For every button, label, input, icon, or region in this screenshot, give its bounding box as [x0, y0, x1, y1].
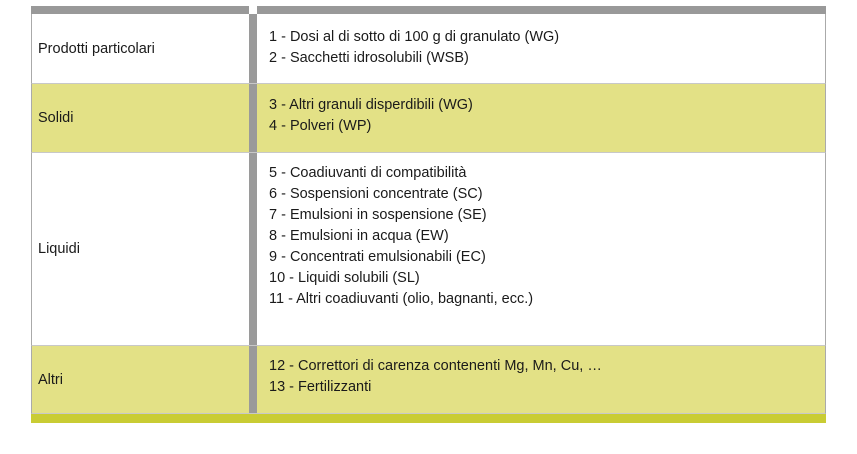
- list-item: 10 - Liquidi solubili (SL): [269, 270, 420, 286]
- list-item: 4 - Polveri (WP): [269, 118, 372, 134]
- items-cell: [257, 153, 825, 345]
- column-divider: [249, 84, 257, 152]
- formulation-table: [31, 6, 826, 423]
- table-row: [31, 14, 826, 84]
- items-cell: [257, 346, 825, 413]
- category-cell: [32, 14, 249, 83]
- list-item: 5 - Coadiuvanti di compatibilità: [269, 165, 467, 181]
- category-label: Solidi: [38, 110, 74, 126]
- list-item: 13 - Fertilizzanti: [269, 379, 372, 395]
- table-row: [31, 84, 826, 153]
- table-bottom-bar: [31, 414, 826, 423]
- category-cell: [32, 346, 249, 413]
- column-divider: [249, 153, 257, 345]
- top-bar-right-segment: [257, 6, 826, 14]
- category-cell: [32, 153, 249, 345]
- list-item: 6 - Sospensioni concentrate (SC): [269, 186, 483, 202]
- list-item: 7 - Emulsioni in sospensione (SE): [269, 207, 487, 223]
- list-item: 11 - Altri coadiuvanti (olio, bagnanti, ecc.): [269, 291, 534, 307]
- column-divider: [249, 14, 257, 83]
- table-row: [31, 346, 826, 414]
- category-label: Altri: [38, 371, 63, 388]
- column-divider: [249, 346, 257, 413]
- list-item: 9 - Concentrati emulsionabili (EC): [269, 249, 486, 265]
- category-label: Prodotti particolari: [38, 40, 155, 57]
- list-item: 12 - Correttori di carenza contenenti Mg, Mn, Cu, …: [269, 358, 602, 374]
- list-item: 3 - Altri granuli disperdibili (WG): [269, 97, 473, 113]
- list-item: 2 - Sacchetti idrosolubili (WSB): [269, 50, 469, 66]
- top-bar-gap: [249, 6, 257, 14]
- top-bar-left-segment: [31, 6, 249, 14]
- category-cell: [32, 84, 249, 152]
- table-row: [31, 153, 826, 346]
- category-label: Liquidi: [38, 241, 80, 257]
- items-cell: [257, 84, 825, 152]
- list-item: 1 - Dosi al di sotto di 100 g di granulato (WG): [269, 29, 560, 45]
- items-cell: [257, 14, 825, 83]
- table-top-bar: [31, 6, 826, 14]
- list-item: 8 - Emulsioni in acqua (EW): [269, 228, 449, 244]
